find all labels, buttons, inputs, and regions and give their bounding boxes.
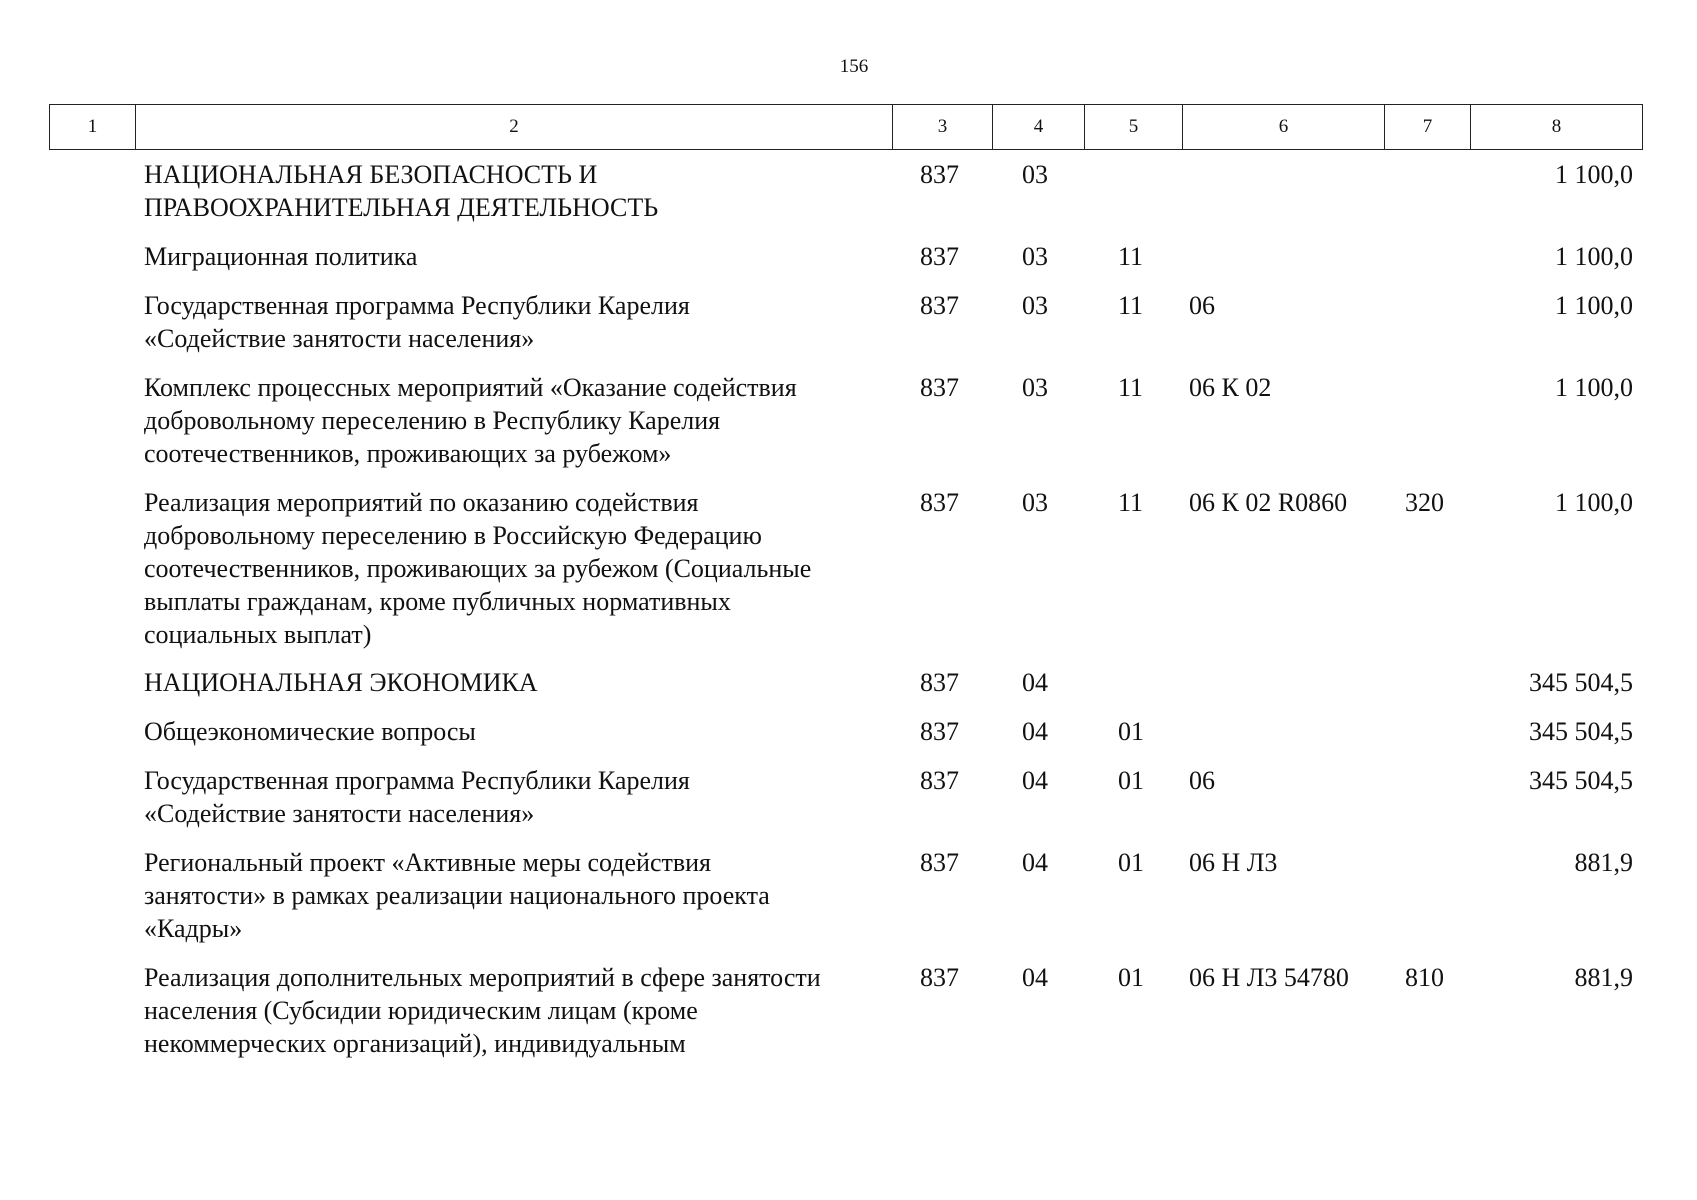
description-line: добровольному переселению в Республику Карелия [144,406,721,435]
description-line: населения (Субсидии юридическим лицам (кроме [144,996,698,1025]
row-description [144,240,899,273]
column-header-row [50,105,1643,150]
table-row [0,289,1697,355]
description-line: «Кадры» [144,914,243,943]
column-header-5: 5 [1085,105,1183,150]
subsection-code: 11 [1118,291,1144,320]
description-line: Реализация мероприятий по оказанию содействия [144,488,699,517]
table-row [0,486,1697,651]
amount: 1 100,0 [1555,291,1633,320]
row-description [144,715,899,748]
target-article-code: 06 [1189,291,1215,320]
ministry-code: 837 [920,668,959,697]
description-line: Миграционная политика [144,242,418,271]
description-line: ПРАВООХРАНИТЕЛЬНАЯ ДЕЯТЕЛЬНОСТЬ [144,193,659,222]
subsection-code: 01 [1118,717,1144,746]
row-description [144,371,899,470]
ministry-code: 837 [920,717,959,746]
subsection-code: 01 [1118,766,1144,795]
description-line: занятости» в рамках реализации национального проекта [144,881,770,910]
row-description [144,666,899,699]
row-description [144,486,899,651]
target-article-code: 06 [1189,766,1215,795]
column-header-8: 8 [1471,105,1643,150]
description-line: Государственная программа Республики Карелия [144,766,690,795]
column-header-6: 6 [1183,105,1385,150]
target-article-code: 06 Н Л3 54780 [1189,963,1349,992]
ministry-code: 837 [920,242,959,271]
page-number: 156 [839,56,869,77]
description-line: Государственная программа Республики Карелия [144,291,690,320]
amount: 1 100,0 [1555,488,1633,517]
ministry-code: 837 [920,488,959,517]
ministry-code: 837 [920,766,959,795]
subsection-code: 11 [1118,373,1144,402]
section-code: 04 [1022,668,1048,697]
description-line: социальных выплат) [144,620,372,649]
amount: 345 504,5 [1529,766,1633,795]
description-line: Комплекс процессных мероприятий «Оказание содействия [144,373,797,402]
section-code: 03 [1022,291,1048,320]
expense-type-code: 320 [1405,488,1444,517]
table-row [0,764,1697,830]
ministry-code: 837 [920,291,959,320]
description-line: «Содействие занятости населения» [144,324,535,353]
section-code: 03 [1022,373,1048,402]
ministry-code: 837 [920,848,959,877]
ministry-code: 837 [920,160,959,189]
description-line: «Содействие занятости населения» [144,799,535,828]
amount: 881,9 [1574,848,1633,877]
table-row [0,666,1697,699]
column-header-table [49,104,1643,150]
description-line: добровольному переселению в Российскую Федерацию [144,521,762,550]
section-code: 04 [1022,717,1048,746]
description-line: Общеэкономические вопросы [144,717,476,746]
column-header-1: 1 [50,105,136,150]
description-line: некоммерческих организаций), индивидуальным [144,1029,686,1058]
ministry-code: 837 [920,963,959,992]
description-line: Реализация дополнительных мероприятий в сфере занятости [144,963,821,992]
amount: 1 100,0 [1555,373,1633,402]
description-line: соотечественников, проживающих за рубежом» [144,439,672,468]
section-code: 03 [1022,160,1048,189]
table-row [0,846,1697,945]
row-description [144,289,899,355]
target-article-code: 06 К 02 R0860 [1189,488,1348,517]
subsection-code: 11 [1118,488,1144,517]
subsection-code: 01 [1118,963,1144,992]
column-header-4: 4 [993,105,1085,150]
description-line: НАЦИОНАЛЬНАЯ БЕЗОПАСНОСТЬ И [144,160,598,189]
section-code: 03 [1022,242,1048,271]
column-header-7: 7 [1385,105,1471,150]
expense-type-code: 810 [1405,963,1444,992]
table-row [0,961,1697,1060]
amount: 345 504,5 [1529,717,1633,746]
amount: 1 100,0 [1555,160,1633,189]
table-row [0,240,1697,273]
table-row [0,715,1697,748]
description-line: НАЦИОНАЛЬНАЯ ЭКОНОМИКА [144,668,538,697]
section-code: 04 [1022,766,1048,795]
table-row [0,371,1697,470]
amount: 1 100,0 [1555,242,1633,271]
amount: 345 504,5 [1529,668,1633,697]
subsection-code: 01 [1118,848,1144,877]
target-article-code: 06 Н Л3 [1189,848,1278,877]
description-line: выплаты гражданам, кроме публичных нормативных [144,587,731,616]
amount: 881,9 [1574,963,1633,992]
row-description [144,846,899,945]
table-row [0,158,1697,224]
row-description [144,961,899,1060]
description-line: соотечественников, проживающих за рубежом (Социальные [144,554,812,583]
subsection-code: 11 [1118,242,1144,271]
column-header-3: 3 [893,105,993,150]
ministry-code: 837 [920,373,959,402]
description-line: Региональный проект «Активные меры содействия [144,848,711,877]
section-code: 03 [1022,488,1048,517]
column-header-2: 2 [136,105,893,150]
section-code: 04 [1022,963,1048,992]
row-description [144,764,899,830]
section-code: 04 [1022,848,1048,877]
target-article-code: 06 К 02 [1189,373,1272,402]
row-description [144,158,899,224]
